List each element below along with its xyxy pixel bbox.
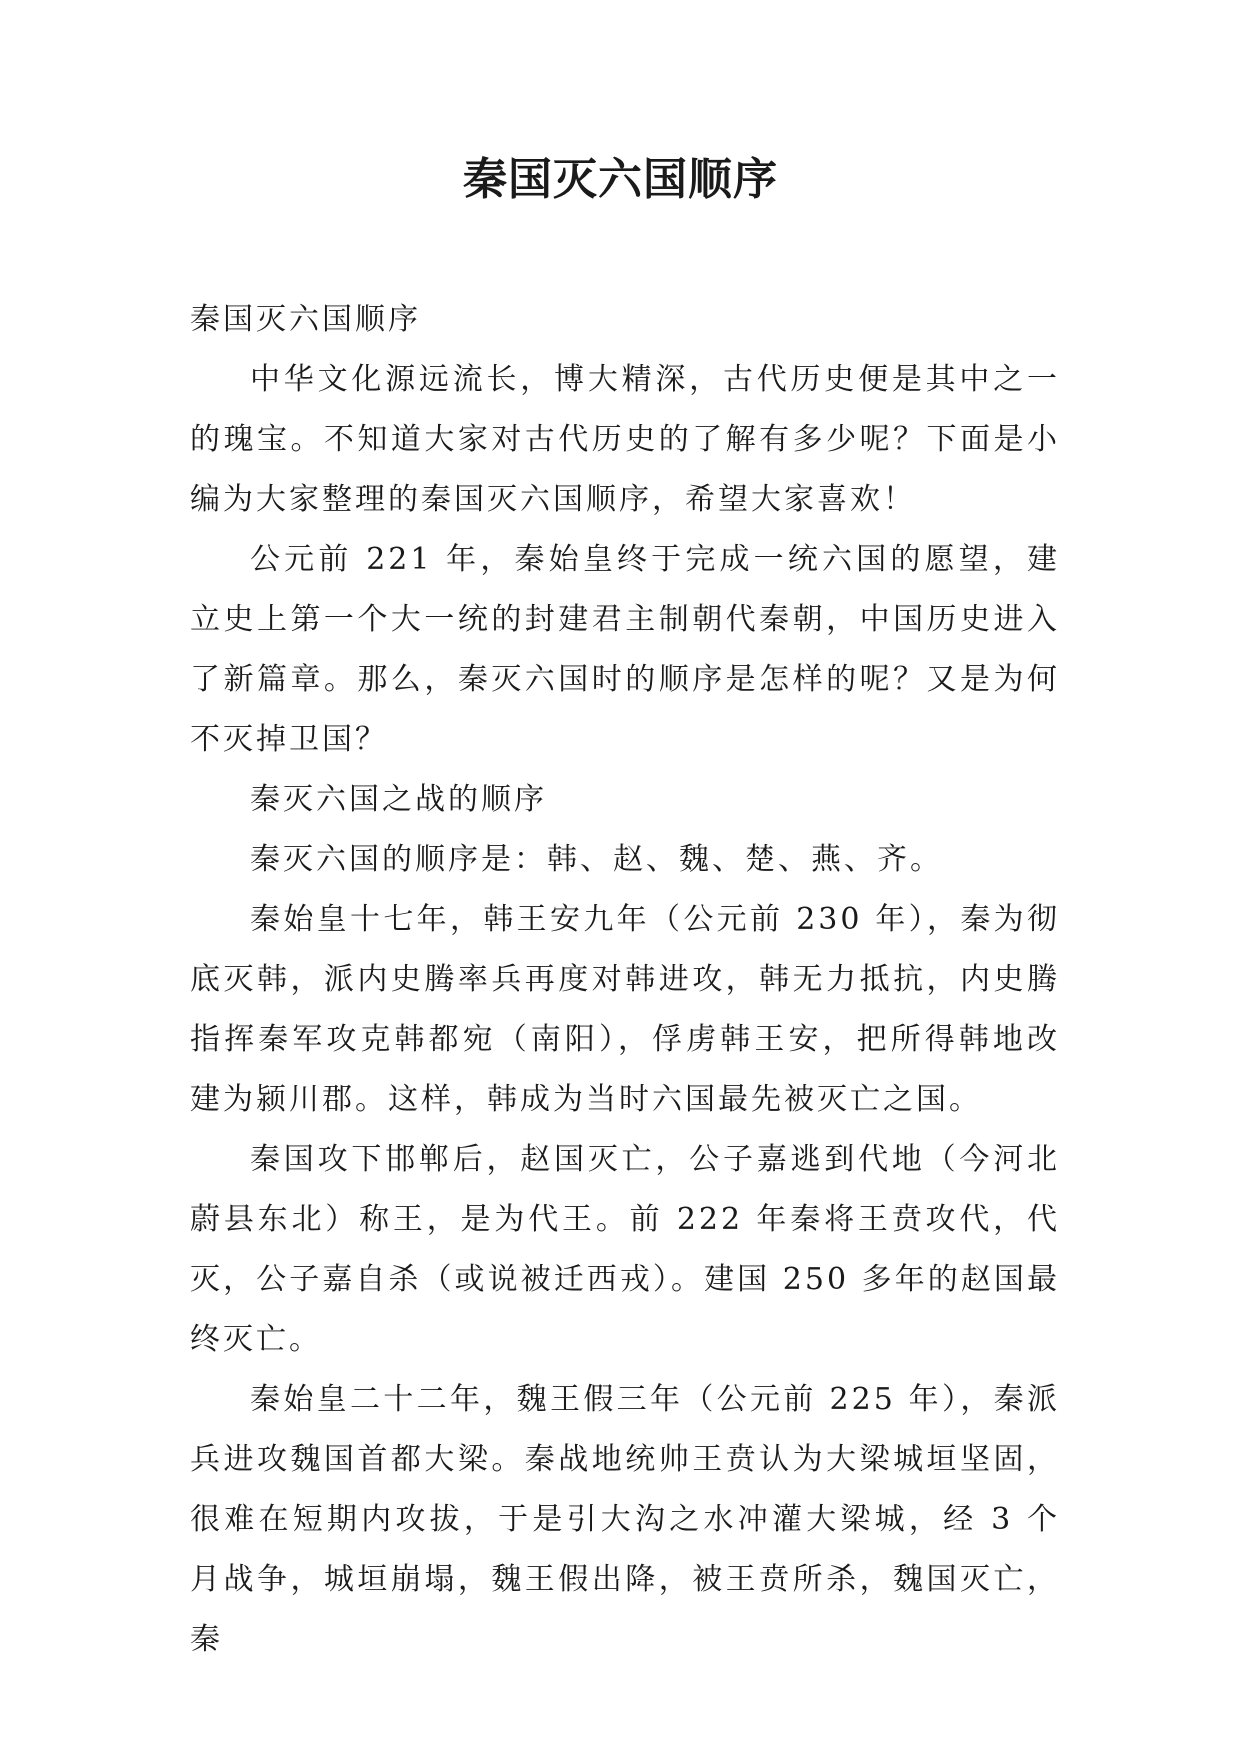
paragraph-unification: 公元前 221 年，秦始皇终于完成一统六国的愿望，建立史上第一个大一统的封建君主制朝代秦朝，中国历史进入了新篇章。那么，秦灭六国时的顺序是怎样的呢？又是为何不灭掉卫国？	[190, 542, 1060, 757]
paragraph-wei: 秦始皇二十二年，魏王假三年（公元前 225 年），秦派兵进攻魏国首都大梁。秦战地统帅王贲认为大梁城垣坚固，很难在短期内攻拔，于是引大沟之水冲灌大梁城，经 3 个月战争，城垣崩塌，魏王假出降，被王贲所杀，魏国灭亡，秦	[190, 1382, 1060, 1657]
paragraph-zhao: 秦国攻下邯郸后，赵国灭亡，公子嘉逃到代地（今河北蔚县东北）称王，是为代王。前 222 年秦将王贲攻代，代灭，公子嘉自杀（或说被迁西戎）。建国 250 多年的赵国最终灭亡。	[190, 1142, 1060, 1357]
document-title: 秦国灭六国顺序	[463, 154, 778, 205]
paragraph-han: 秦始皇十七年，韩王安九年（公元前 230 年），秦为彻底灭韩，派内史腾率兵再度对韩进攻，韩无力抵抗，内史腾指挥秦军攻克韩都宛（南阳），俘虏韩王安，把所得韩地改建为颍川郡。这样，韩成为当时六国最先被灭亡之国。	[190, 902, 1060, 1117]
paragraph-order: 秦灭六国的顺序是：韩、赵、魏、楚、燕、齐。	[250, 842, 943, 877]
paragraph-section-heading: 秦灭六国之战的顺序	[250, 782, 547, 817]
paragraph-intro: 中华文化源远流长，博大精深，古代历史便是其中之一的瑰宝。不知道大家对古代历史的了解有多少呢？下面是小编为大家整理的秦国灭六国顺序，希望大家喜欢！	[190, 362, 1060, 517]
document-body	[190, 290, 1060, 1670]
paragraph-subtitle: 秦国灭六国顺序	[190, 302, 421, 337]
